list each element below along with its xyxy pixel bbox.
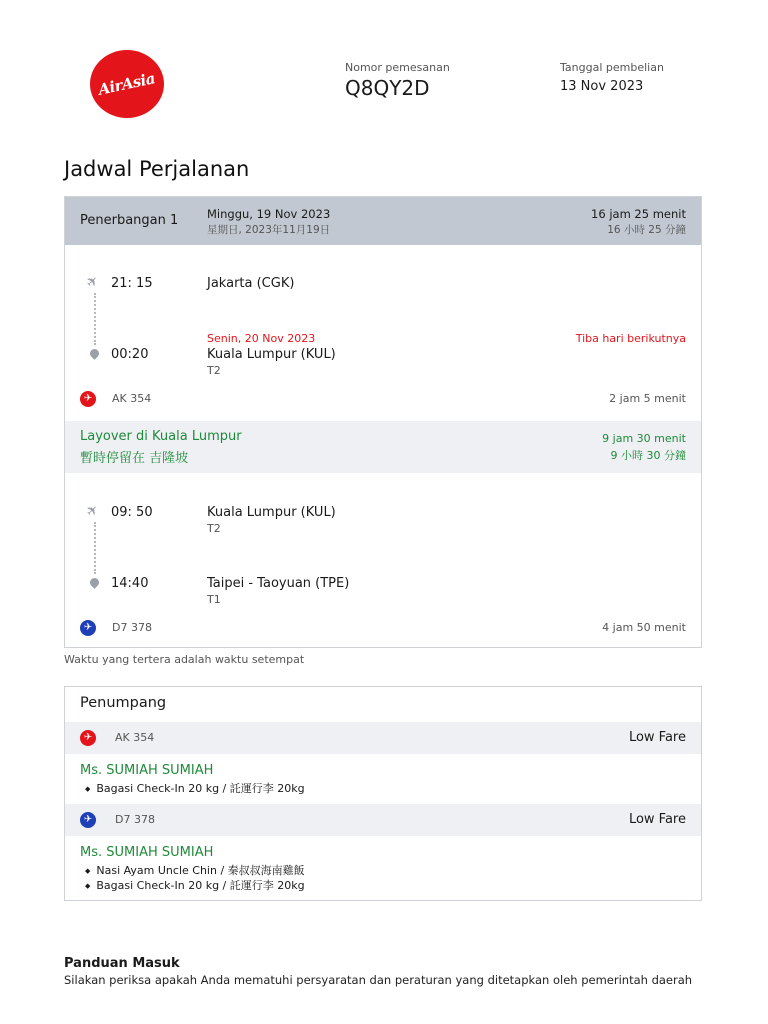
flight-header xyxy=(65,197,701,245)
layover-duration: 9 jam 30 menit xyxy=(602,432,686,445)
departure-terminal: T2 xyxy=(207,522,221,535)
itinerary-card xyxy=(64,196,702,648)
next-day-note: Tiba hari berikutnya xyxy=(575,332,686,345)
plane-icon: ✈ xyxy=(83,272,103,292)
passenger-card xyxy=(64,686,702,901)
page-title: Jadwal Perjalanan xyxy=(64,157,250,181)
airasia-icon: ✈ xyxy=(80,391,96,407)
plane-icon: ✈ xyxy=(83,501,103,521)
departure-time: 09: 50 xyxy=(111,505,153,520)
segment-duration: 4 jam 50 menit xyxy=(602,621,686,634)
addon-item: ◆ Nasi Ayam Uncle Chin / 秦叔叔海南雞飯 xyxy=(85,862,305,878)
arrival-date-note: Senin, 20 Nov 2023 xyxy=(207,332,316,345)
airasia-icon: ✈ xyxy=(80,730,96,746)
location-pin-icon xyxy=(88,347,101,360)
purchase-date-label: Tanggal pembelian xyxy=(560,61,664,74)
airasia-x-icon: ✈ xyxy=(80,812,96,828)
layover-duration-alt: 9 小時 30 分鐘 xyxy=(610,449,686,462)
flight-date: Minggu, 19 Nov 2023 xyxy=(207,207,331,221)
airasia-logo xyxy=(90,50,164,118)
fare-type: Low Fare xyxy=(628,812,686,827)
purchase-date: 13 Nov 2023 xyxy=(560,79,644,94)
arrival-terminal: T1 xyxy=(207,593,221,606)
flight-duration: 16 jam 25 menit xyxy=(591,207,686,221)
booking-number-label: Nomor pemesanan xyxy=(345,61,450,74)
addon-item: ◆ Bagasi Check-In 20 kg / 託運行李 20kg xyxy=(85,780,305,796)
arrival-terminal: T2 xyxy=(207,364,221,377)
route-line xyxy=(94,522,96,574)
layover-band xyxy=(65,421,701,473)
flight-number: D7 378 xyxy=(112,621,152,634)
check-in-guide-text: Silakan periksa apakah Anda mematuhi persyaratan dan peraturan yang ditetapkan oleh pemerintah daerah xyxy=(64,973,693,987)
layover-label-alt: 暫時停留在 吉隆坡 xyxy=(80,451,189,466)
arrival-place: Taipei - Taoyuan (TPE) xyxy=(207,576,350,591)
check-in-guide-title: Panduan Masuk xyxy=(64,956,180,971)
passenger-title: Penumpang xyxy=(80,695,167,711)
arrival-time: 00:20 xyxy=(111,347,149,362)
departure-time: 21: 15 xyxy=(111,276,153,291)
segment-duration: 2 jam 5 menit xyxy=(609,392,686,405)
fare-type: Low Fare xyxy=(628,730,686,745)
local-time-note: Waktu yang tertera adalah waktu setempat xyxy=(64,653,305,666)
airasia-x-icon: ✈ xyxy=(80,620,96,636)
departure-place: Kuala Lumpur (KUL) xyxy=(207,505,336,520)
passenger-flight-code: D7 378 xyxy=(115,813,155,826)
location-pin-icon xyxy=(88,576,101,589)
passenger-flight-band xyxy=(65,804,701,836)
flight-number: AK 354 xyxy=(112,392,152,405)
logo-text: AirAsia xyxy=(97,69,157,99)
route-line xyxy=(94,293,96,345)
departure-place: Jakarta (CGK) xyxy=(207,276,295,291)
passenger-name: Ms. SUMIAH SUMIAH xyxy=(80,845,214,860)
flight-duration-alt: 16 小時 25 分鐘 xyxy=(607,224,686,236)
passenger-flight-code: AK 354 xyxy=(115,731,155,744)
booking-number: Q8QY2D xyxy=(345,76,430,100)
flight-date-alt: 星期日, 2023年11月19日 xyxy=(207,224,331,236)
arrival-time: 14:40 xyxy=(111,576,149,591)
passenger-name: Ms. SUMIAH SUMIAH xyxy=(80,763,214,778)
passenger-flight-band xyxy=(65,722,701,754)
flight-label: Penerbangan 1 xyxy=(80,213,179,228)
layover-label: Layover di Kuala Lumpur xyxy=(80,429,242,444)
addon-item: ◆ Bagasi Check-In 20 kg / 託運行李 20kg xyxy=(85,877,305,893)
arrival-place: Kuala Lumpur (KUL) xyxy=(207,347,336,362)
